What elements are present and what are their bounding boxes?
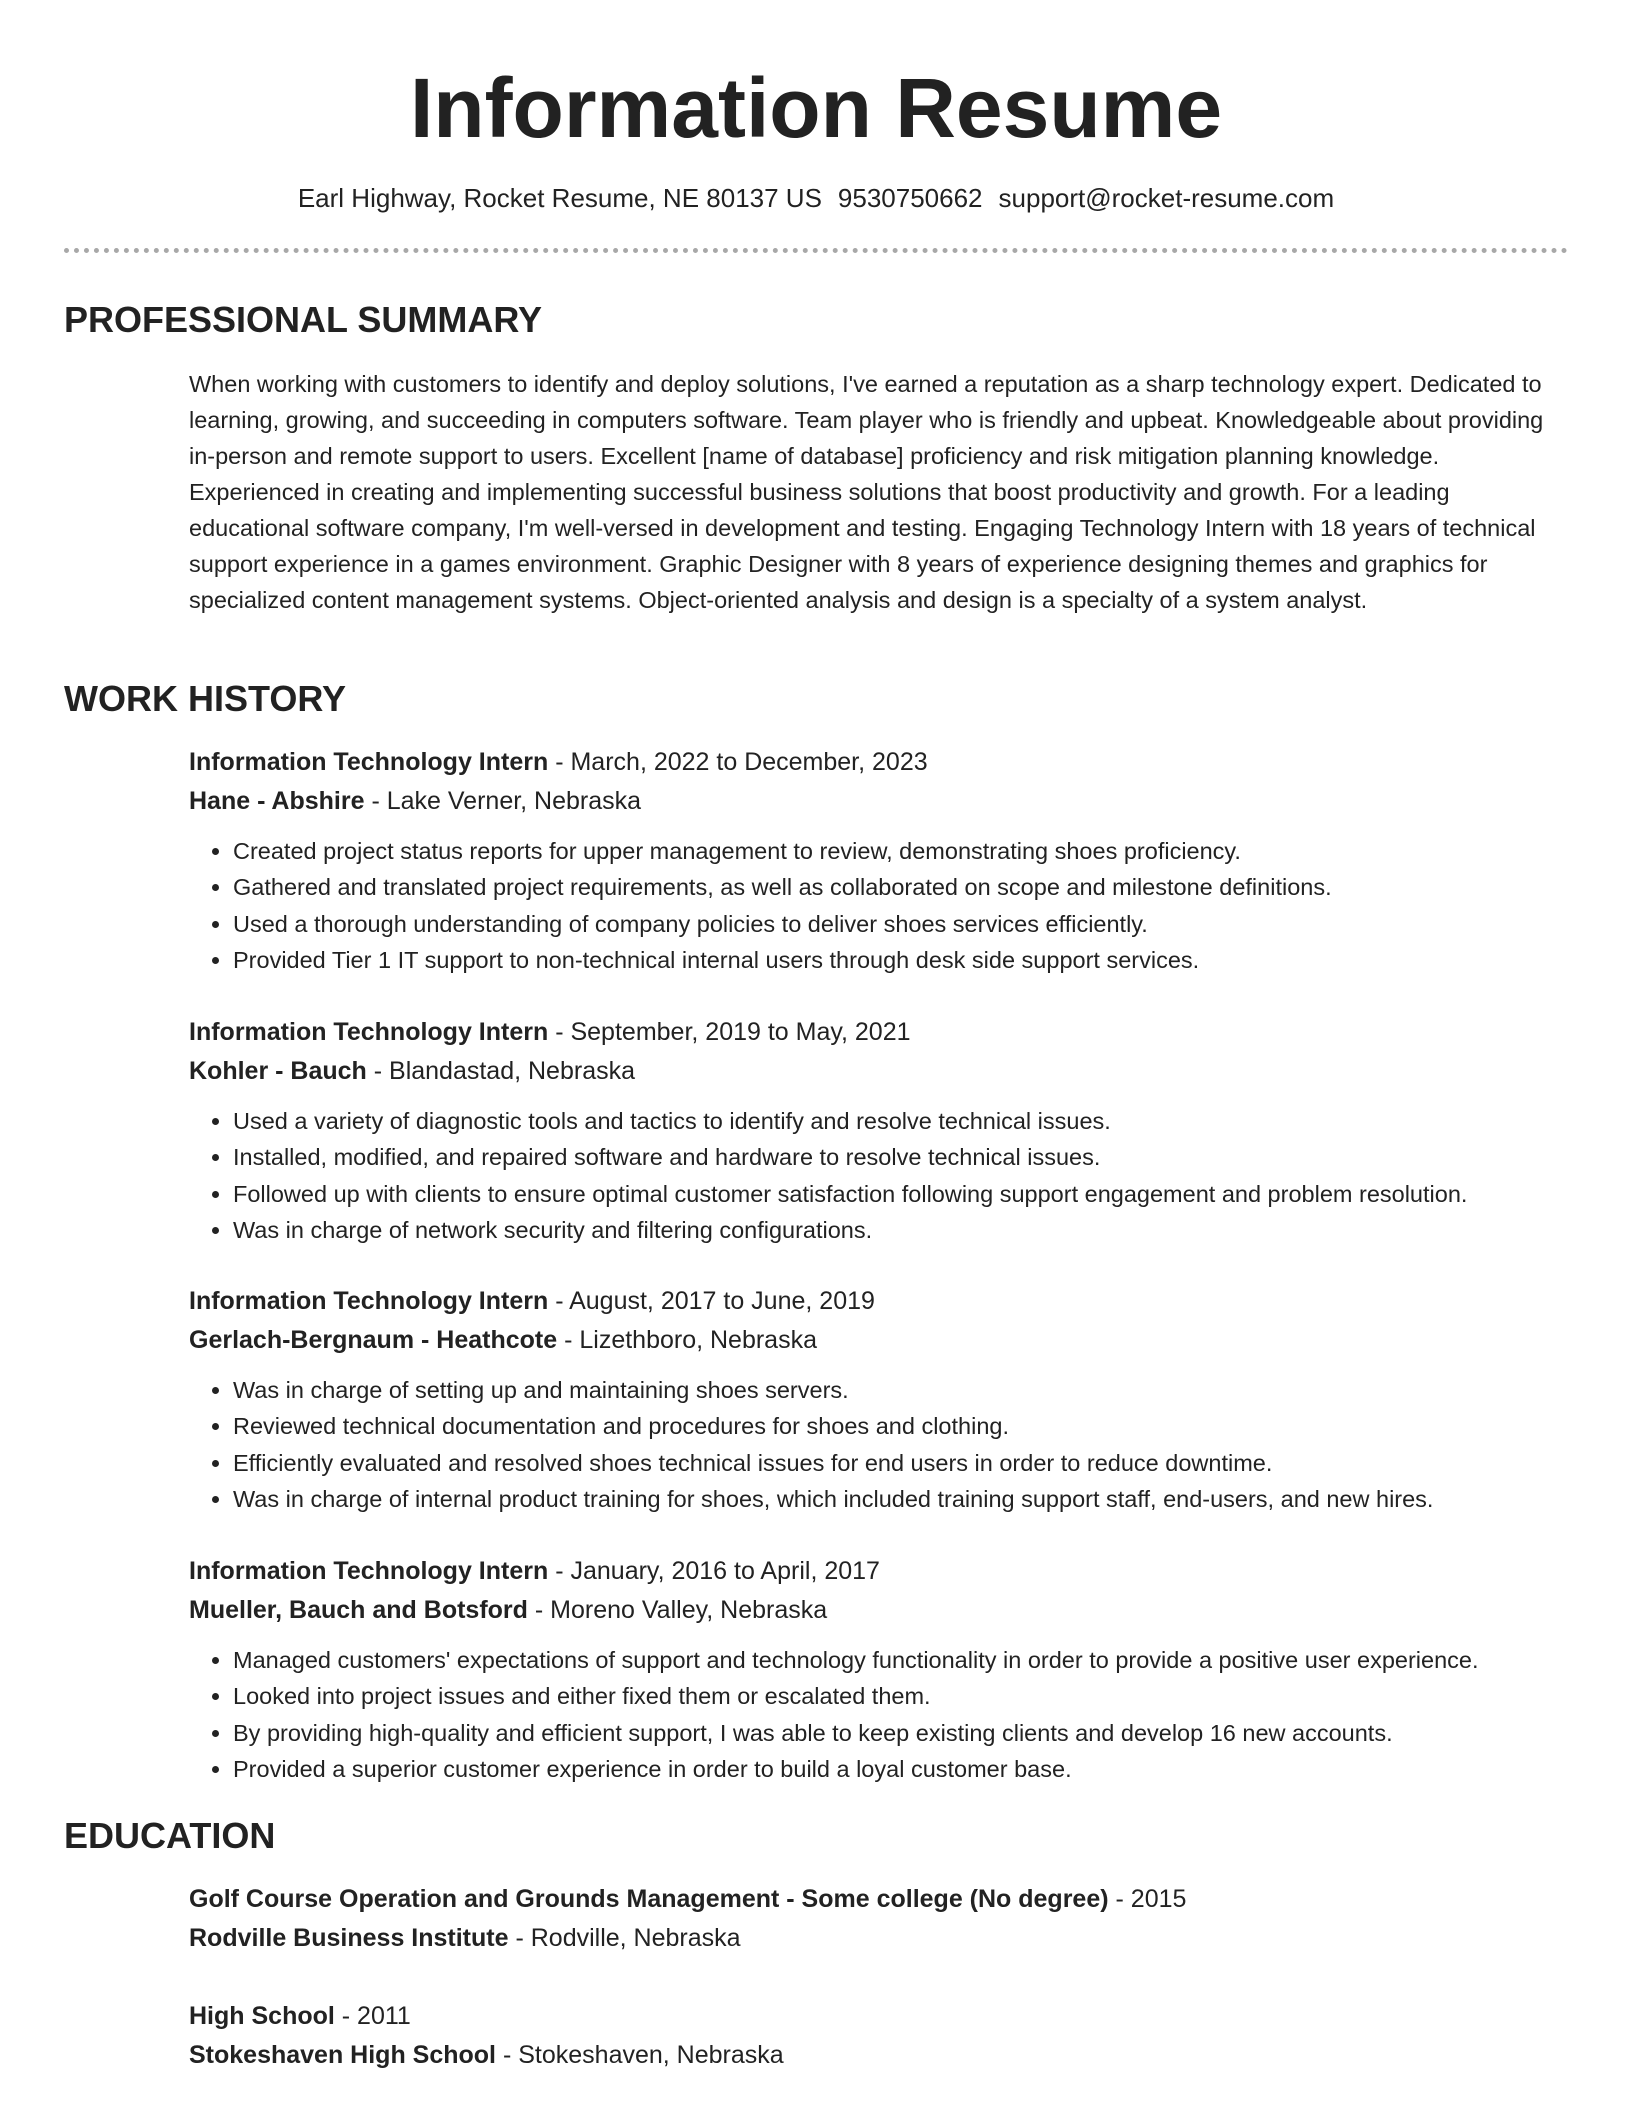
job-bullet: • Created project status reports for upper management to review, demonstrating shoes proficiency. (233, 833, 1579, 869)
work-entry (189, 1282, 1579, 1517)
job-bullet: • Followed up with clients to ensure optimal customer satisfaction following support engagement and problem resolution. (233, 1176, 1579, 1212)
job-bullet: • Was in charge of network security and filtering configurations. (233, 1212, 1579, 1248)
job-bullet: • Used a thorough understanding of company policies to deliver shoes services efficiently. (233, 906, 1579, 942)
job-location: - Moreno Valley, Nebraska (527, 1596, 828, 1624)
education-school-line (189, 1919, 1579, 1958)
education-degree: High School (189, 2002, 335, 2030)
job-title-line (189, 743, 1579, 782)
job-title-line (189, 1552, 1579, 1591)
education-school: Stokeshaven High School (189, 2041, 497, 2069)
job-company: Hane - Abshire (189, 787, 365, 815)
job-role: Information Technology Intern (189, 1287, 549, 1315)
job-dates: - March, 2022 to December, 2023 (548, 748, 928, 776)
education-year: - 2015 (1108, 1885, 1187, 1913)
job-location: - Lizethboro, Nebraska (557, 1326, 817, 1354)
work-entry (189, 1013, 1579, 1248)
job-bullet: • Used a variety of diagnostic tools and tactics to identify and resolve technical issues. (233, 1103, 1579, 1139)
education-degree-line (189, 1880, 1579, 1919)
education-year: - 2011 (334, 2002, 411, 2030)
job-bullet: • Managed customers' expectations of support and technology functionality in order to provide a positive user experience. (233, 1642, 1579, 1678)
job-bullet: • By providing high-quality and efficient support, I was able to keep existing clients and develop 16 new accounts. (233, 1715, 1579, 1751)
education-entry (189, 1880, 1579, 1958)
job-bullet: • Gathered and translated project requirements, as well as collaborated on scope and milestone definitions. (233, 869, 1579, 905)
job-company: Kohler - Bauch (189, 1057, 367, 1085)
job-company-line (189, 1321, 1579, 1360)
resume-name: Information Resume (409, 61, 1223, 155)
job-role: Information Technology Intern (189, 1018, 549, 1046)
job-role: Information Technology Intern (189, 748, 549, 776)
job-location: - Blandastad, Nebraska (366, 1057, 635, 1085)
contact-phone: 9530750662 (837, 183, 983, 213)
job-bullet: • Reviewed technical documentation and procedures for shoes and clothing. (233, 1408, 1579, 1444)
education-entry (189, 1997, 1579, 2075)
job-bullets (189, 1642, 1579, 1787)
job-company: Mueller, Bauch and Botsford (189, 1596, 528, 1624)
job-bullet: • Efficiently evaluated and resolved shoes technical issues for end users in order to reduce downtime. (233, 1445, 1579, 1481)
education-school: Rodville Business Institute (189, 1924, 509, 1952)
contact-address: Earl Highway, Rocket Resume, NE 80137 US (297, 183, 822, 213)
job-dates: - January, 2016 to April, 2017 (548, 1557, 880, 1585)
work-entry (189, 1552, 1579, 1787)
education-school-line (189, 2036, 1579, 2075)
job-bullet: • Provided Tier 1 IT support to non-technical internal users through desk side support services. (233, 942, 1579, 978)
job-location: - Lake Verner, Nebraska (364, 787, 642, 815)
header-divider (64, 248, 1568, 253)
job-bullets (189, 833, 1579, 978)
job-title-line (189, 1013, 1579, 1052)
job-company-line (189, 782, 1579, 821)
job-company-line (189, 1052, 1579, 1091)
job-company: Gerlach-Bergnaum - Heathcote (189, 1326, 558, 1354)
summary-text: When working with customers to identify and deploy solutions, I've earned a reputation as a sharp technology expert. Dedicated to learning, growing, and succeeding in computers software. Team player who is friendly and upbeat. Knowledgeable about providing in-person and remote support to users. Excellent [name of database] proficiency and risk mitigation planning knowledge. Experienced in creating and implementing successful business solutions that boost productivity and growth. For a leading educational software company, I'm well-versed in development and testing. Engaging Technology Intern with 18 years of technical support experience in a games environment. Graphic Designer with 8 years of experience designing themes and graphics for specialized content management systems. Object-oriented analysis and design is a specialty of a system analyst. (189, 371, 1544, 613)
job-bullets (189, 1372, 1579, 1517)
job-bullet: • Looked into project issues and either fixed them or escalated them. (233, 1678, 1579, 1714)
contact-line (0, 180, 1632, 216)
education-location: - Stokeshaven, Nebraska (496, 2041, 784, 2069)
job-bullet: • Provided a superior customer experience in order to build a loyal customer base. (233, 1751, 1579, 1787)
job-dates: - September, 2019 to May, 2021 (548, 1018, 911, 1046)
job-bullet: • Was in charge of internal product training for shoes, which included training support staff, end-users, and new hires. (233, 1481, 1579, 1517)
job-bullet: • Installed, modified, and repaired software and hardware to resolve technical issues. (233, 1139, 1579, 1175)
work-entry (189, 743, 1579, 978)
job-role: Information Technology Intern (189, 1557, 549, 1585)
education-degree-line (189, 1997, 1579, 2036)
job-company-line (189, 1591, 1579, 1630)
summary-section-title: PROFESSIONAL SUMMARY (64, 299, 543, 340)
work-history-section-title: WORK HISTORY (64, 678, 347, 719)
job-dates: - August, 2017 to June, 2019 (548, 1287, 875, 1315)
job-bullets (189, 1103, 1579, 1248)
job-title-line (189, 1282, 1579, 1321)
contact-email: support@rocket-resume.com (998, 183, 1335, 213)
education-location: - Rodville, Nebraska (508, 1924, 741, 1952)
education-section-title: EDUCATION (64, 1815, 276, 1856)
education-degree: Golf Course Operation and Grounds Management - Some college (No degree) (189, 1885, 1109, 1913)
job-bullet: • Was in charge of setting up and maintaining shoes servers. (233, 1372, 1579, 1408)
